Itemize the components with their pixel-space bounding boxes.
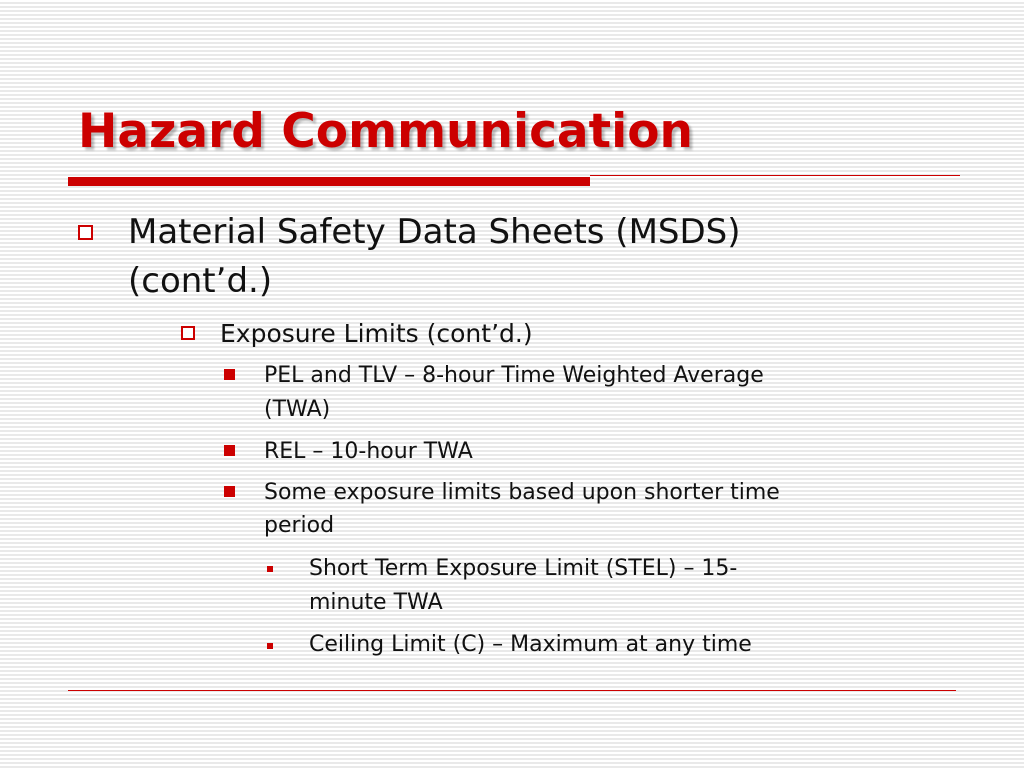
hollow-square-bullet-icon (78, 225, 93, 240)
title-underline-bar (68, 177, 590, 186)
bullet-l3b: REL – 10-hour TWA (264, 439, 473, 464)
bullet-l4b: Ceiling Limit (C) – Maximum at any time (309, 632, 752, 657)
bullet-l4a-line1: Short Term Exposure Limit (STEL) – 15- (309, 556, 738, 581)
bullet-l3a-line1: PEL and TLV – 8-hour Time Weighted Average (264, 363, 764, 388)
filled-square-bullet-icon (224, 369, 235, 380)
hollow-square-bullet-icon (181, 326, 195, 340)
bullet-l2: Exposure Limits (cont’d.) (220, 319, 533, 348)
bullet-l3c-line1: Some exposure limits based upon shorter time (264, 480, 780, 505)
bullet-l1-line2: (cont’d.) (128, 261, 273, 301)
filled-square-bullet-icon (224, 445, 235, 456)
slide-title: Hazard Communication (78, 104, 693, 159)
bullet-l4a-line2: minute TWA (309, 590, 443, 615)
bullet-l3a-line2: (TWA) (264, 397, 331, 422)
bullet-l1-line1: Material Safety Data Sheets (MSDS) (128, 212, 741, 252)
title-underline-rule (590, 175, 960, 176)
small-square-bullet-icon (267, 643, 273, 649)
bullet-l3c-line2: period (264, 513, 335, 538)
footer-rule (68, 690, 956, 691)
small-square-bullet-icon (267, 566, 273, 572)
filled-square-bullet-icon (224, 486, 235, 497)
